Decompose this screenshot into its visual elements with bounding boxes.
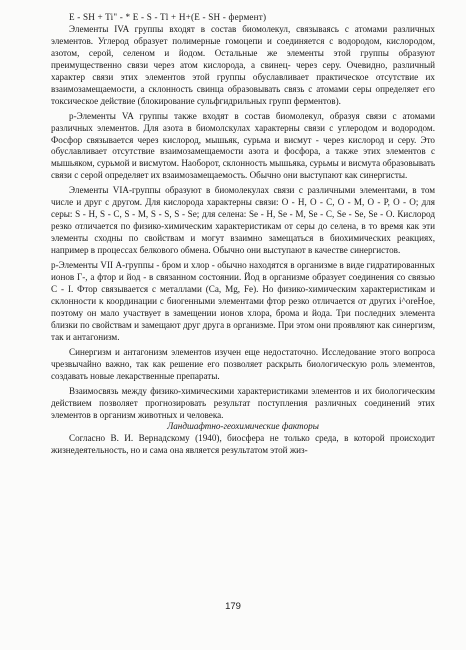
page-number: 179	[225, 601, 241, 612]
page-body	[51, 12, 435, 457]
paragraph-via-group: Элементы VIA-группы образуют в биомолекулах связи с различными элементами, в том числе и друг с другом. Для кислорода характерны связи: О - Н, О - С, О - М, О - Р, О - О; для серы: S - Н, S - С, S - М, S - S, S - Se; для селена: Se - Н, Se - М, Se - С, Se - Se, Se - О. Кислород резко отличается по физико-химическим характеристикам от серы до селена, в то время как эти элементы сходны по свойствам и могут взаимно замещаться в биохимических реакциях, например в процессах белкового обмена. Обычно они выступают в качестве синергистов.	[51, 185, 435, 256]
paragraph-interrelation: Взаимосвязь между физико-химическими характеристиками элементов и их биологическим действием позволяет прогнозировать результат поступления различных соединений этих элементов в организм животных и человека.	[51, 385, 435, 420]
paragraph-vernadsky: Согласно В. И. Вернадскому (1940), биосфера не только среда, в которой происходит жизнедеятельность, но и сама она является результатом этой жиз-	[51, 433, 435, 456]
paragraph-iva-group: Элементы IVA группы входят в состав биомолекул, связываясь с атомами различных элементов. Углерод образует полимерные гомоцепи и соединяется с водородом, кислородом, азотом, серой, селеном и йодом. Остальные же элементы этой группы образуют преимущественно связи через атом кислорода, а свинец- через серу. Очевидно, различный характер связи этих элементов этой группы обуславливает практическое отсутствие их взаимозамещаемости, а склонность свинца образовывать связь с атомами серы определяет его токсическое действие (блокирование сульфгидрильных групп ферментов).	[51, 23, 435, 106]
paragraph-synergism: Синергизм и антагонизм элементов изучен еще недостаточно. Исследование этого вопроса чрезвычайно важно, так как решение его позволяет раскрыть биологическую роль элементов, создавать новые лекарственные препараты.	[51, 346, 435, 381]
section-heading: Ландшафтно-геохимические факторы	[167, 421, 319, 432]
paragraph-viia-group: р-Элементы VII А-группы - бром и хлор - обычно находятся в организме в виде гидратированных ионов Г-, а фтор и йод - в связанном состоянии. Йод в организме образует соединения со связью С - I. Фтор связывается с металлами (Са, Mg, Fe). Но физико-химическим характеристикам и склонности к координации с биогенными элементами фтор резко отличается от других i^oreHoe, поэтому он мало участвует в замещении ионов хлора, брома и йода. Три последних элемента близки по свойствам и замещают друг друга в организме. При этом они проявляют как синергизм, так и антагонизм.	[51, 260, 435, 342]
paragraph-va-group: р-Элементы VA группы также входят в состав биомолекул, образуя связи с атомами различных элементов. Для азота в биомолскулах характерны связи с углеродом и водородом. Фосфор связывается через кислород, мышьяк, сурьма и висмут - через кислород и серу. Это обуславливает отсутствие взаимозамещаемости азота и фосфора, а также этих элементов с мышьяком, сурьмой и висмутом. Наоборот, склонность мышьяка, сурьмы и висмута образовывать связи с серой определяет их взаимозамещаемость. Обычно они выступают как синергисты.	[51, 110, 435, 181]
chemical-formula: E - SH + Ti" - * E - S - Tl + H+(E - SH - фермент)	[69, 12, 267, 22]
